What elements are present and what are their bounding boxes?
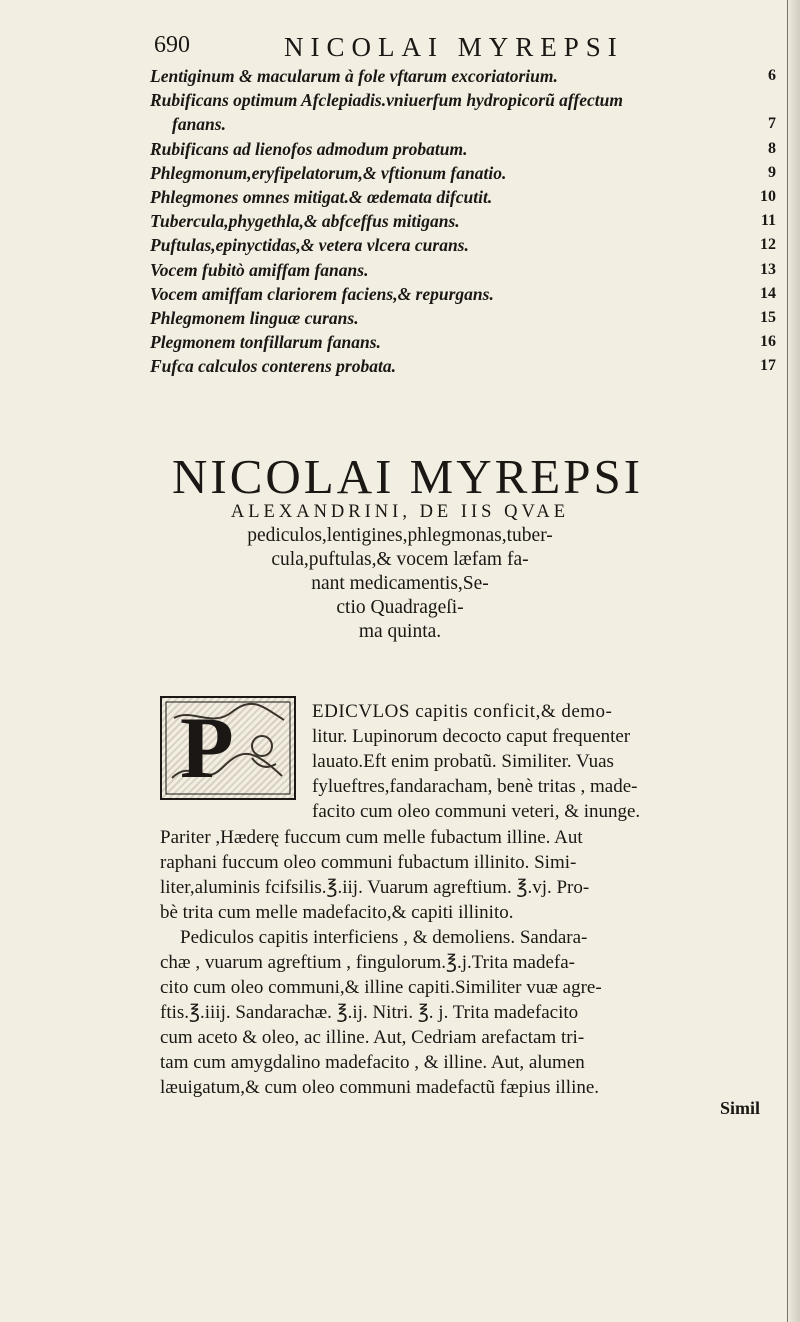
- index-number: 8: [768, 139, 776, 157]
- body-line: Pediculos capitis interficiens , & demoliens. Sandara-: [180, 927, 588, 948]
- page-number: 690: [154, 32, 190, 58]
- index-entry: Lentiginum & macularum à fole vftarum excoriatorium.: [150, 66, 558, 86]
- running-head-title: NICOLAI MYREPSI: [284, 32, 624, 62]
- index-row: [150, 233, 790, 257]
- index-row: [150, 161, 790, 185]
- body-line: litur. Lupinorum decocto caput frequenter: [312, 726, 631, 747]
- index-entry: Tubercula,phygethla,& abfceffus mitigans.: [150, 211, 460, 232]
- index-row: [150, 137, 790, 161]
- subtitle-line: ma quinta.: [358, 621, 442, 642]
- index-number: 9: [768, 163, 776, 181]
- index-entry: Vocem amiffam clariorem faciens,& repurgans.: [150, 283, 494, 304]
- index-row: [150, 209, 790, 233]
- recipe-index: [150, 64, 790, 378]
- index-number: 12: [760, 236, 776, 254]
- index-row: [150, 64, 790, 88]
- section-title: NICOLAI MYREPSI: [172, 449, 644, 504]
- body-line: bè trita cum melle madefacito,& capiti illinito.: [160, 902, 514, 923]
- index-number: 10: [760, 187, 776, 205]
- index-entry: Vocem fubitò amiffam fanans.: [150, 259, 369, 280]
- index-row: [150, 306, 790, 330]
- decorated-initial: [160, 696, 296, 800]
- catchword: Simil: [720, 1098, 761, 1118]
- index-entry: Rubificans ad lienofos admodum probatum.: [150, 138, 468, 159]
- running-head: [154, 30, 714, 64]
- section-subtitle: [0, 500, 800, 644]
- index-row: [150, 112, 790, 136]
- index-number: 11: [760, 212, 776, 230]
- index-number: 15: [760, 308, 776, 326]
- index-entry: Phlegmones omnes mitigat.& œdemata difcutit.: [150, 186, 493, 207]
- drop-cap-letter: P: [180, 700, 234, 797]
- index-number: 7: [768, 115, 776, 133]
- index-entry: Phlegmonem linguæ curans.: [150, 307, 359, 328]
- index-entry: Phlegmonum,eryfipelatorum,& vftionum fanatio.: [150, 162, 507, 183]
- index-row: [150, 258, 790, 282]
- index-number: 13: [760, 260, 776, 278]
- body-line: liter,aluminis fcifsilis.℥.iij. Vuarum agreftium. ℥.vj. Pro-: [160, 877, 590, 898]
- body-line: læuigatum,& cum oleo communi madefactũ fæpius illine.: [160, 1077, 600, 1098]
- index-row: [150, 330, 790, 354]
- body-line: raphani fuccum oleo communi fubactum illinito. Simi-: [160, 852, 577, 873]
- index-number: 14: [760, 284, 776, 302]
- index-number: 17: [760, 357, 776, 375]
- subtitle-line: cula,puftulas,& vocem læfam fa-: [271, 549, 529, 570]
- index-entry: fanans.: [172, 114, 226, 135]
- index-number: 6: [768, 67, 776, 84]
- index-entry: Plegmonem tonfillarum fanans.: [150, 332, 381, 353]
- body-line: cum aceto & oleo, ac illine. Aut, Cedriam arefactam tri-: [160, 1027, 585, 1048]
- subtitle-line: pediculos,lentigines,phlegmonas,tuber-: [247, 525, 553, 546]
- index-number: 16: [760, 333, 776, 351]
- subtitle-line: nant medicamentis,Se-: [311, 573, 489, 594]
- index-row: [150, 282, 790, 306]
- body-line: Pariter ,Hæderę fuccum cum melle fubactum illine. Aut: [160, 827, 583, 848]
- index-entry: Fufca calculos conterens probata.: [150, 356, 396, 377]
- index-row: [150, 88, 790, 112]
- body-line: EDICVLOS capitis conficit,& demo-: [312, 701, 613, 722]
- body-line: chæ , vuarum agreftium , fingulorum.℥.j.Trita madefa-: [160, 952, 575, 973]
- index-row: [150, 354, 790, 378]
- body-line: lauato.Eft enim probatũ. Similiter. Vuas: [312, 751, 614, 772]
- body-line: tam cum amygdalino madefacito , & illine. Aut, alumen: [160, 1052, 585, 1073]
- body-line: facito cum oleo communi veteri, & inunge.: [312, 801, 641, 822]
- body-line: ftis.℥.iiij. Sandarachæ. ℥.ij. Nitri. ℥. j. Trita madefacito: [160, 1002, 579, 1023]
- body-line: fylueftres,fandaracham, benè tritas , made-: [312, 776, 638, 797]
- subtitle-line: ALEXANDRINI, DE IIS QVAE: [230, 502, 570, 522]
- body-line: cito cum oleo communi,& illine capiti.Similiter vuæ agre-: [160, 977, 602, 998]
- subtitle-line: ctio Quadrageſi-: [336, 597, 464, 618]
- index-entry: Puftulas,epinyctidas,& vetera vlcera curans.: [150, 235, 469, 256]
- index-row: [150, 185, 790, 209]
- index-entry: Rubificans optimum Afclepiadis.vniuerfum hydropicorũ affectum: [150, 90, 624, 111]
